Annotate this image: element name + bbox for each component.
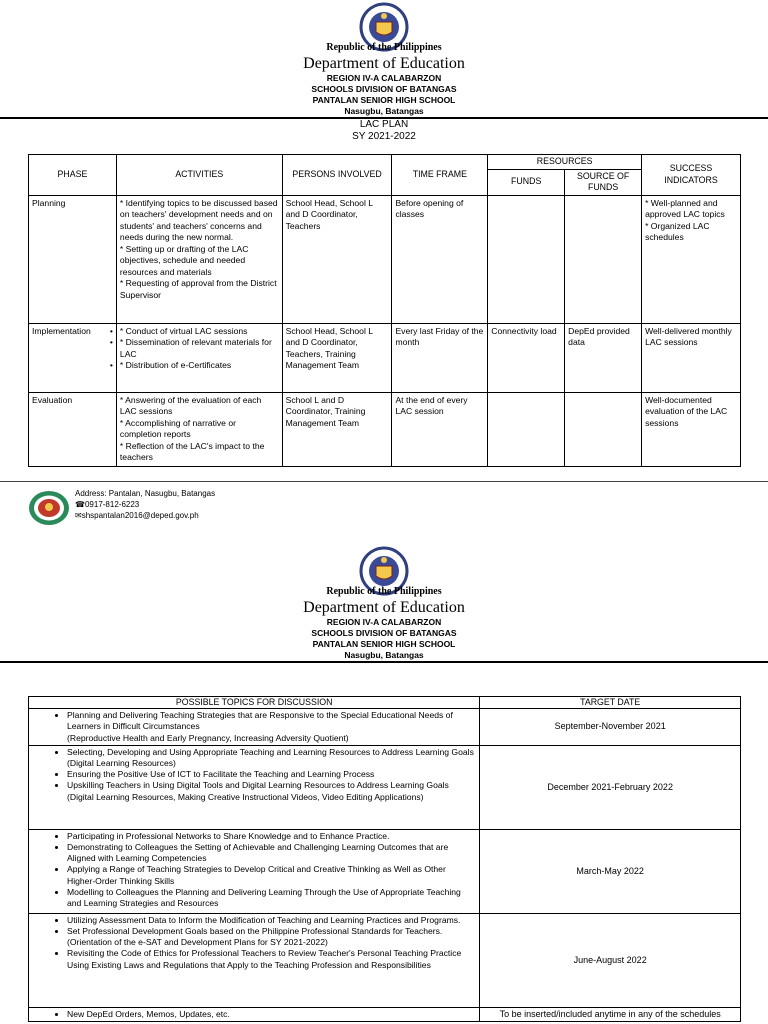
bullet-marks: • • • <box>109 325 113 370</box>
page-2 <box>0 530 768 1024</box>
school-logo <box>28 490 70 526</box>
table-row <box>29 323 741 392</box>
activities-cell <box>116 323 282 392</box>
phase-label: Implementation <box>32 325 91 336</box>
topics-cell <box>29 709 480 746</box>
indicator-text: Well-delivered monthly LAC sessions <box>645 325 732 347</box>
phase-cell: Evaluation <box>29 392 117 466</box>
phase-cell <box>29 323 117 392</box>
funds-cell: Connectivity load <box>488 323 565 392</box>
source-cell <box>565 392 642 466</box>
funds-cell <box>488 392 565 466</box>
footer-phone-line <box>75 499 215 510</box>
topic-item: • Planning and Delivering Teaching Strategies that are Responsive to the Special Educational Needs of Learners in Difficult Circumstances (Reproductive Health and Early Pregnancy, Increasing Adversity Quotient) <box>67 710 476 744</box>
topic-item: • Ensuring the Positive Use of ICT to Facilitate the Teaching and Learning Process <box>67 769 476 780</box>
envelope-icon: ✉ <box>75 511 82 520</box>
indicator-text: Well-documented evaluation of the LAC sessions <box>645 394 728 428</box>
activity-text: * Dissemination of relevant materials for LAC <box>119 337 272 359</box>
topic-item: • Modelling to Colleagues the Planning and Delivering Learning Through the Use of Appropriate Teaching and Learning Strategies and Resources <box>67 887 476 909</box>
topic-item: • Revisiting the Code of Ethics for Professional Teachers to Review Teacher's Personal Teaching Practice Using Existing Laws and Regulations that Apply to the Teaching Profession and Responsibilities <box>67 948 476 970</box>
footer-divider <box>0 481 768 482</box>
footer-address: Address: Pantalan, Nasugbu, Batangas <box>75 489 216 498</box>
topic-item: • Upskilling Teachers in Using Digital Tools and Digital Learning Resources to Address Learning Goals (Digital Learning Resources, Making Creative Instructional Videos, Video Editing Applications) <box>67 780 476 802</box>
table-row <box>29 195 741 323</box>
town-text: Nasugbu, Batangas <box>344 106 424 116</box>
department-title: Department of Education <box>303 55 465 72</box>
col-resources: RESOURCES <box>488 155 642 170</box>
division-text: SCHOOLS DIVISION OF BATANGAS <box>311 628 457 638</box>
activity-text: * Answering of the evaluation of each LAC sessions <box>119 394 262 416</box>
plan-title: LAC PLAN <box>359 119 409 130</box>
col-funds: FUNDS <box>488 169 565 195</box>
topic-item: • New DepEd Orders, Memos, Updates, etc. <box>67 1009 476 1020</box>
table-row <box>29 1007 741 1021</box>
col-persons: PERSONS INVOLVED <box>282 155 392 196</box>
topic-item: • Participating in Professional Networks to Share Knowledge and to Enhance Practice. <box>67 831 476 842</box>
col-target-date: TARGET DATE <box>480 697 741 709</box>
topics-cell <box>29 745 480 829</box>
col-topics: POSSIBLE TOPICS FOR DISCUSSION <box>29 697 480 709</box>
phone-icon: ☎ <box>75 500 85 509</box>
topics-cell <box>29 1007 480 1021</box>
table-row <box>29 392 741 466</box>
school-name: PANTALAN SENIOR HIGH SCHOOL <box>312 639 456 649</box>
target-date-cell: September-November 2021 <box>480 709 741 746</box>
indicators-cell <box>642 392 741 466</box>
table-row <box>29 745 741 829</box>
timeframe-cell: Every last Friday of the month <box>392 323 488 392</box>
col-activities: ACTIVITIES <box>116 155 282 196</box>
topics-cell <box>29 913 480 1007</box>
topic-item: • Selecting, Developing and Using Appropriate Teaching and Learning Resources to Address Learning Goals (Digital Learning Resources) <box>67 747 476 769</box>
col-phase: PHASE <box>29 155 117 196</box>
persons-cell: School Head, School L and D Coordinator, Teachers <box>282 195 392 323</box>
header-divider <box>0 661 768 663</box>
topic-item: • Utilizing Assessment Data to Inform the Modification of Teaching and Learning Practices and Programs. <box>67 915 476 926</box>
topic-item: • Demonstrating to Colleagues the Setting of Achievable and Challenging Learning Outcomes that are Aligned with Learning Competencies <box>67 842 476 864</box>
table-row <box>29 829 741 913</box>
region-text: REGION IV-A CALABARZON <box>326 73 442 83</box>
phase-cell: Planning <box>29 195 117 323</box>
funds-cell <box>488 195 565 323</box>
timeframe-cell: Before opening of classes <box>392 195 488 323</box>
republic-text: Republic of the Philippines <box>326 42 442 53</box>
persons-cell: School L and D Coordinator, Training Management Team <box>282 392 392 466</box>
town-text: Nasugbu, Batangas <box>344 650 424 660</box>
persons-cell: School Head, School L and D Coordinator, Teachers, Training Management Team <box>282 323 392 392</box>
footer-phone: 0917-812-6223 <box>84 500 140 509</box>
activity-text: * Requesting of approval from the District Supervisor <box>119 278 277 300</box>
col-indicators: SUCCESS INDICATORS <box>642 155 741 196</box>
target-date-cell: December 2021-February 2022 <box>480 745 741 829</box>
region-text: REGION IV-A CALABARZON <box>326 617 442 627</box>
activity-text: * Distribution of e-Certificates <box>119 360 232 370</box>
activity-text: * Reflection of the LAC's impact to the teachers <box>119 440 265 462</box>
republic-text: Republic of the Philippines <box>326 586 442 597</box>
activity-text: * Accomplishing of narrative or completion reports <box>119 417 236 439</box>
footer-contact <box>75 488 215 521</box>
indicators-cell <box>642 323 741 392</box>
footer-email: shspantalan2016@deped.gov.ph <box>81 511 199 520</box>
timeframe-cell: At the end of every LAC session <box>392 392 488 466</box>
activities-cell <box>116 392 282 466</box>
footer-email-line <box>75 510 215 521</box>
department-title: Department of Education <box>303 599 465 616</box>
indicators-cell <box>642 195 741 323</box>
activity-text: * Identifying topics to be discussed based on teachers' development needs and on students' and teachers' concerns and needs during the new normal. <box>119 197 278 242</box>
source-cell: DepEd provided data <box>565 323 642 392</box>
footer <box>28 486 328 530</box>
target-date-cell: June-August 2022 <box>480 913 741 1007</box>
target-date-cell: March-May 2022 <box>480 829 741 913</box>
target-date-cell: To be inserted/included anytime in any of the schedules <box>480 1007 741 1021</box>
lac-plan-table <box>28 154 741 467</box>
activity-text: * Setting up or drafting of the LAC objectives, schedule and needed resources and materials <box>119 243 249 277</box>
division-text: SCHOOLS DIVISION OF BATANGAS <box>311 84 457 94</box>
activity-text: * Conduct of virtual LAC sessions <box>119 325 248 336</box>
indicator-text: * Organized LAC schedules <box>645 220 710 242</box>
topic-item: • Set Professional Development Goals based on the Philippine Professional Standards for Teachers. (Orientation of the e-SAT and Development Plans for SY 2021-2022) <box>67 926 476 948</box>
col-source: SOURCE OF FUNDS <box>565 169 642 195</box>
activities-cell <box>116 195 282 323</box>
table-row <box>29 709 741 746</box>
plan-school-year: SY 2021-2022 <box>352 131 416 142</box>
topic-item: • Applying a Range of Teaching Strategies to Develop Critical and Creative Thinking as Well as Other Higher-Order Thinking Skills <box>67 864 476 886</box>
table-row <box>29 913 741 1007</box>
col-timeframe: TIME FRAME <box>392 155 488 196</box>
source-cell <box>565 195 642 323</box>
school-name: PANTALAN SENIOR HIGH SCHOOL <box>312 95 456 105</box>
topics-table <box>28 696 741 1022</box>
indicator-text: * Well-planned and approved LAC topics <box>645 197 725 219</box>
topics-cell <box>29 829 480 913</box>
